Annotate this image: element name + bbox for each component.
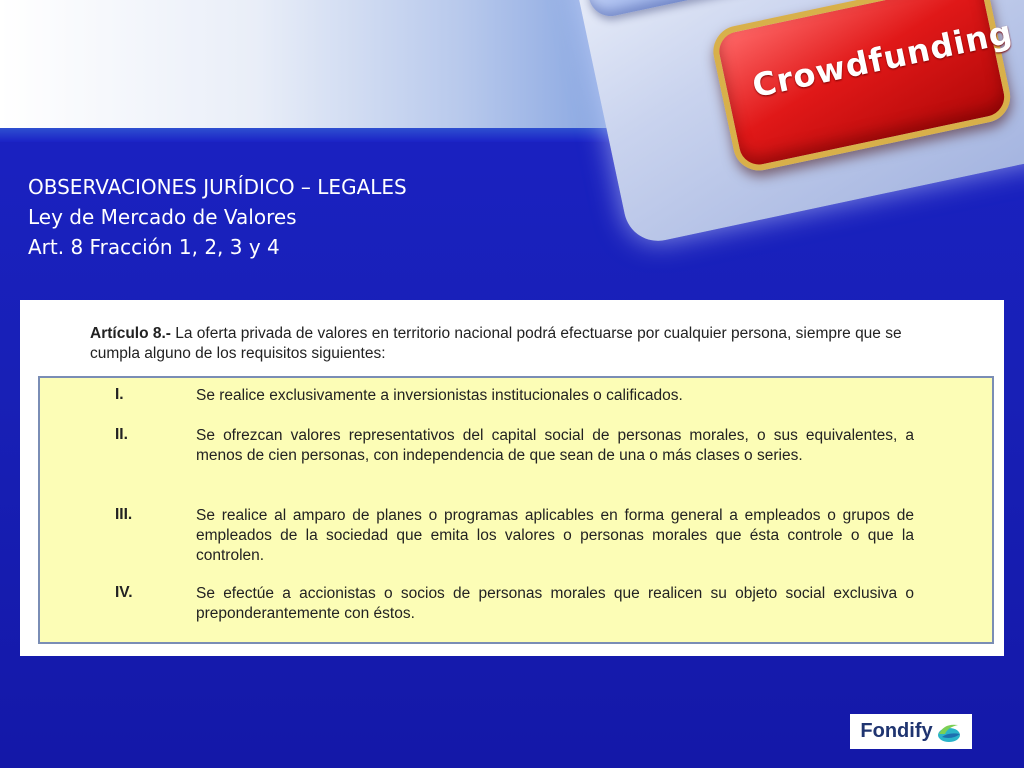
requirements-box xyxy=(38,376,994,644)
article-title: Artículo 8.- xyxy=(90,325,171,342)
item-number: III. xyxy=(115,506,133,523)
heading-line-2: Ley de Mercado de Valores xyxy=(28,205,297,229)
article-intro xyxy=(90,324,920,364)
heading-line-3: Art. 8 Fracción 1, 2, 3 y 4 xyxy=(28,235,280,259)
item-text: Se realice exclusivamente a inversionistas institucionales o calificados. xyxy=(196,387,683,404)
logo-text: Fondify xyxy=(860,720,933,742)
drop-icon xyxy=(936,719,962,745)
fondify-logo xyxy=(850,714,972,749)
law-excerpt-panel xyxy=(20,300,1004,656)
slide-heading xyxy=(28,172,407,262)
crowdfunding-key-label: Crowdfunding xyxy=(749,12,1016,106)
item-text: Se efectúe a accionistas o socios de personas morales que realicen su objeto social exclusiva o preponderantemente con éstos. xyxy=(196,585,914,622)
keyboard-illustration xyxy=(540,0,1024,283)
article-intro-text: La oferta privada de valores en territorio nacional podrá efectuarse por cualquier persona, siempre que se cumpla alguno de los requisitos siguientes: xyxy=(90,325,902,362)
item-text: Se ofrezcan valores representativos del capital social de personas morales, o sus equivalentes, a menos de cien personas, con independencia de que sean de una o más clases o series. xyxy=(196,427,914,464)
heading-line-1: OBSERVACIONES JURÍDICO – LEGALES xyxy=(28,175,407,199)
item-number: II. xyxy=(115,426,128,443)
item-text: Se realice al amparo de planes o programas aplicables en forma general a empleados o grupos de empleados de la sociedad que emita los valores o personas morales que ésta controle o que la controlen. xyxy=(196,507,914,564)
item-number: IV. xyxy=(115,584,133,601)
item-number: I. xyxy=(115,386,124,403)
